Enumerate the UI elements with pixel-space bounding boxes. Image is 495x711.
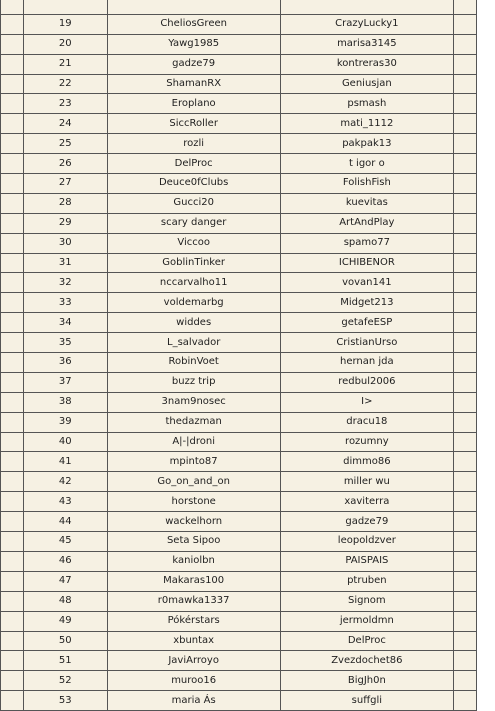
rank-number-cell: 40 (24, 432, 108, 452)
table-row (1, 691, 477, 711)
rank-number-cell: 37 (24, 372, 108, 392)
player-b-cell: ICHIBENOR (280, 253, 453, 273)
player-b-cell: rozumny (280, 432, 453, 452)
rank-number-cell: 36 (24, 353, 108, 373)
row-spacer-cell (453, 34, 476, 54)
row-spacer-cell (1, 293, 24, 313)
row-spacer-cell (453, 571, 476, 591)
row-spacer-cell (453, 213, 476, 233)
row-spacer-cell (1, 551, 24, 571)
row-spacer-cell (1, 591, 24, 611)
player-b-cell: kuevitas (280, 193, 453, 213)
table-row (1, 392, 477, 412)
row-spacer-cell (1, 74, 24, 94)
player-a-cell: JaviArroyo (107, 651, 280, 671)
rank-number-cell: 22 (24, 74, 108, 94)
player-a-cell: widdes (107, 313, 280, 333)
row-spacer-cell (453, 313, 476, 333)
row-spacer-cell (453, 0, 476, 14)
player-b-cell: xaviterra (280, 492, 453, 512)
player-b-cell: PAISPAIS (280, 551, 453, 571)
table-row (1, 452, 477, 472)
row-spacer-cell (453, 492, 476, 512)
player-b-cell: t igor o (280, 154, 453, 174)
table-row (1, 551, 477, 571)
table-row (1, 134, 477, 154)
ranking-table-body (1, 0, 477, 711)
row-spacer-cell (1, 532, 24, 552)
row-spacer-cell (1, 671, 24, 691)
row-spacer-cell (453, 74, 476, 94)
player-a-cell: muroo16 (107, 671, 280, 691)
player-b-cell: BigJh0n (280, 671, 453, 691)
table-row (1, 213, 477, 233)
table-row (1, 193, 477, 213)
row-spacer-cell (453, 691, 476, 711)
rank-number-cell: 27 (24, 174, 108, 194)
table-row (1, 412, 477, 432)
row-spacer-cell (453, 452, 476, 472)
table-row (1, 651, 477, 671)
rank-number-cell: 47 (24, 571, 108, 591)
table-row (1, 293, 477, 313)
player-b-cell: CrazyLucky1 (280, 14, 453, 34)
rank-number-cell: 23 (24, 94, 108, 114)
rank-number-cell: 53 (24, 691, 108, 711)
row-spacer-cell (453, 134, 476, 154)
row-spacer-cell (453, 193, 476, 213)
player-a-cell: scary danger (107, 213, 280, 233)
player-b-cell: suffgli (280, 691, 453, 711)
player-b-cell (280, 0, 453, 14)
rank-number-cell: 42 (24, 472, 108, 492)
table-row (1, 94, 477, 114)
row-spacer-cell (453, 392, 476, 412)
table-row (1, 671, 477, 691)
rank-number-cell: 25 (24, 134, 108, 154)
row-spacer-cell (453, 591, 476, 611)
table-row (1, 512, 477, 532)
row-spacer-cell (453, 551, 476, 571)
player-b-cell: Midget213 (280, 293, 453, 313)
rank-number-cell: 26 (24, 154, 108, 174)
table-row (1, 532, 477, 552)
player-b-cell: hernan jda (280, 353, 453, 373)
row-spacer-cell (1, 94, 24, 114)
row-spacer-cell (1, 54, 24, 74)
row-spacer-cell (453, 671, 476, 691)
player-a-cell: mpinto87 (107, 452, 280, 472)
player-a-cell: horstone (107, 492, 280, 512)
rank-number-cell: 38 (24, 392, 108, 412)
row-spacer-cell (1, 313, 24, 333)
rank-number-cell: 32 (24, 273, 108, 293)
player-b-cell: dimmo86 (280, 452, 453, 472)
player-b-cell: spamo77 (280, 233, 453, 253)
table-row (1, 34, 477, 54)
rank-number-cell: 43 (24, 492, 108, 512)
player-a-cell: maria Ás (107, 691, 280, 711)
row-spacer-cell (453, 174, 476, 194)
player-b-cell: psmash (280, 94, 453, 114)
row-spacer-cell (1, 134, 24, 154)
player-a-cell: DelProc (107, 154, 280, 174)
table-row (1, 74, 477, 94)
row-spacer-cell (1, 512, 24, 532)
table-row (1, 174, 477, 194)
player-b-cell: miller wu (280, 472, 453, 492)
player-a-cell: r0mawka1337 (107, 591, 280, 611)
rank-number-cell: 50 (24, 631, 108, 651)
table-row (1, 432, 477, 452)
rank-number-cell: 20 (24, 34, 108, 54)
player-b-cell: vovan141 (280, 273, 453, 293)
player-b-cell: CristianUrso (280, 333, 453, 353)
table-row (1, 333, 477, 353)
player-a-cell: CheliosGreen (107, 14, 280, 34)
table-row (1, 233, 477, 253)
row-spacer-cell (1, 631, 24, 651)
row-spacer-cell (1, 253, 24, 273)
row-spacer-cell (453, 432, 476, 452)
player-a-cell: SiccRoller (107, 114, 280, 134)
rank-number-cell: 52 (24, 671, 108, 691)
row-spacer-cell (453, 512, 476, 532)
table-row (1, 313, 477, 333)
table-row (1, 631, 477, 651)
row-spacer-cell (453, 611, 476, 631)
row-spacer-cell (1, 412, 24, 432)
table-row (1, 492, 477, 512)
row-spacer-cell (1, 571, 24, 591)
row-spacer-cell (1, 452, 24, 472)
row-spacer-cell (1, 0, 24, 14)
table-row (1, 114, 477, 134)
player-a-cell: L_salvador (107, 333, 280, 353)
player-b-cell: redbul2006 (280, 372, 453, 392)
rank-number-cell: 29 (24, 213, 108, 233)
table-row (1, 372, 477, 392)
row-spacer-cell (453, 353, 476, 373)
row-spacer-cell (1, 14, 24, 34)
rank-number-cell (24, 0, 108, 14)
table-row (1, 0, 477, 14)
player-a-cell: Deuce0fClubs (107, 174, 280, 194)
row-spacer-cell (453, 253, 476, 273)
row-spacer-cell (453, 233, 476, 253)
row-spacer-cell (1, 233, 24, 253)
rank-number-cell: 30 (24, 233, 108, 253)
row-spacer-cell (453, 293, 476, 313)
player-a-cell: kaniolbn (107, 551, 280, 571)
rank-number-cell: 46 (24, 551, 108, 571)
player-a-cell (107, 0, 280, 14)
player-a-cell: nccarvalho11 (107, 273, 280, 293)
player-a-cell: GoblinTinker (107, 253, 280, 273)
rank-number-cell: 35 (24, 333, 108, 353)
player-b-cell: kontreras30 (280, 54, 453, 74)
row-spacer-cell (1, 353, 24, 373)
row-spacer-cell (453, 651, 476, 671)
row-spacer-cell (1, 213, 24, 233)
player-b-cell: DelProc (280, 631, 453, 651)
rank-number-cell: 44 (24, 512, 108, 532)
rank-number-cell: 48 (24, 591, 108, 611)
player-a-cell: ShamanRX (107, 74, 280, 94)
player-b-cell: leopoldzver (280, 532, 453, 552)
table-row (1, 253, 477, 273)
row-spacer-cell (1, 114, 24, 134)
rank-number-cell: 34 (24, 313, 108, 333)
row-spacer-cell (1, 392, 24, 412)
row-spacer-cell (453, 94, 476, 114)
player-a-cell: Seta Sipoo (107, 532, 280, 552)
player-b-cell: dracu18 (280, 412, 453, 432)
table-row (1, 571, 477, 591)
row-spacer-cell (453, 532, 476, 552)
player-a-cell: Yawg1985 (107, 34, 280, 54)
player-b-cell: marisa3145 (280, 34, 453, 54)
player-b-cell: pakpak13 (280, 134, 453, 154)
row-spacer-cell (1, 492, 24, 512)
row-spacer-cell (453, 631, 476, 651)
table-row (1, 54, 477, 74)
row-spacer-cell (453, 154, 476, 174)
player-b-cell: I> (280, 392, 453, 412)
rank-number-cell: 28 (24, 193, 108, 213)
row-spacer-cell (453, 54, 476, 74)
player-b-cell: mati_1112 (280, 114, 453, 134)
rank-number-cell: 51 (24, 651, 108, 671)
row-spacer-cell (1, 472, 24, 492)
player-b-cell: jermoldmn (280, 611, 453, 631)
rank-number-cell: 45 (24, 532, 108, 552)
row-spacer-cell (1, 34, 24, 54)
row-spacer-cell (453, 114, 476, 134)
rank-number-cell: 41 (24, 452, 108, 472)
right-margin (481, 0, 495, 700)
player-a-cell: Pókérstars (107, 611, 280, 631)
rank-number-cell: 19 (24, 14, 108, 34)
player-a-cell: A|-|droni (107, 432, 280, 452)
table-row (1, 611, 477, 631)
rank-number-cell: 39 (24, 412, 108, 432)
player-a-cell: Go_on_and_on (107, 472, 280, 492)
rank-number-cell: 33 (24, 293, 108, 313)
row-spacer-cell (1, 273, 24, 293)
player-b-cell: Geniusjan (280, 74, 453, 94)
player-b-cell: getafeESP (280, 313, 453, 333)
table-row (1, 591, 477, 611)
table-row (1, 273, 477, 293)
row-spacer-cell (1, 651, 24, 671)
player-b-cell: ArtAndPlay (280, 213, 453, 233)
row-spacer-cell (1, 333, 24, 353)
player-b-cell: Signom (280, 591, 453, 611)
row-spacer-cell (453, 333, 476, 353)
player-a-cell: Gucci20 (107, 193, 280, 213)
player-a-cell: 3nam9nosec (107, 392, 280, 412)
player-b-cell: ptruben (280, 571, 453, 591)
row-spacer-cell (1, 193, 24, 213)
rank-number-cell: 49 (24, 611, 108, 631)
player-a-cell: buzz trip (107, 372, 280, 392)
player-a-cell: thedazman (107, 412, 280, 432)
player-a-cell: RobinVoet (107, 353, 280, 373)
row-spacer-cell (1, 611, 24, 631)
row-spacer-cell (453, 14, 476, 34)
row-spacer-cell (1, 174, 24, 194)
player-a-cell: gadze79 (107, 54, 280, 74)
table-row (1, 472, 477, 492)
player-a-cell: rozli (107, 134, 280, 154)
row-spacer-cell (453, 472, 476, 492)
player-a-cell: voldemarbg (107, 293, 280, 313)
rank-number-cell: 31 (24, 253, 108, 273)
player-b-cell: Zvezdochet86 (280, 651, 453, 671)
rank-number-cell: 21 (24, 54, 108, 74)
player-a-cell: wackelhorn (107, 512, 280, 532)
row-spacer-cell (1, 372, 24, 392)
player-a-cell: xbuntax (107, 631, 280, 651)
row-spacer-cell (453, 412, 476, 432)
player-a-cell: Viccoo (107, 233, 280, 253)
player-a-cell: Makaras100 (107, 571, 280, 591)
player-b-cell: gadze79 (280, 512, 453, 532)
row-spacer-cell (1, 691, 24, 711)
row-spacer-cell (1, 154, 24, 174)
table-row (1, 154, 477, 174)
rank-number-cell: 24 (24, 114, 108, 134)
player-b-cell: FolishFish (280, 174, 453, 194)
row-spacer-cell (1, 432, 24, 452)
table-row (1, 14, 477, 34)
table-row (1, 353, 477, 373)
player-a-cell: Eroplano (107, 94, 280, 114)
row-spacer-cell (453, 372, 476, 392)
row-spacer-cell (453, 273, 476, 293)
